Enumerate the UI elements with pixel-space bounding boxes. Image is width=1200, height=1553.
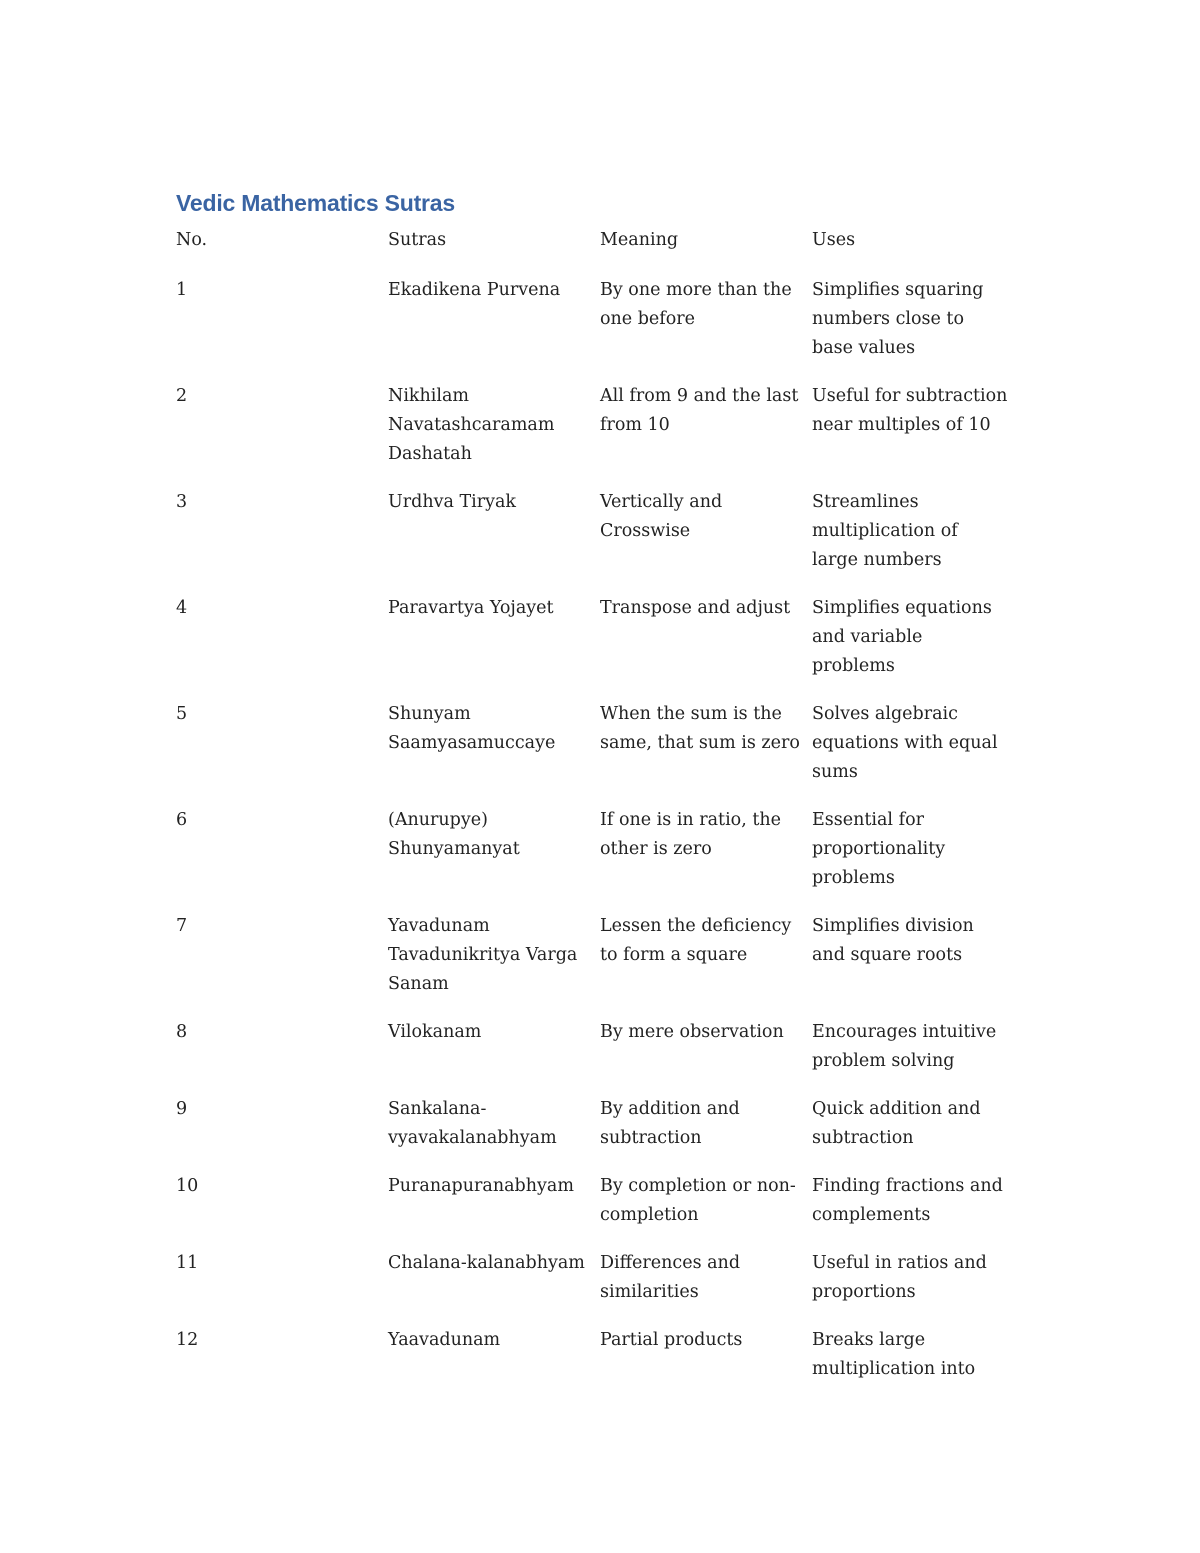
cell-uses xyxy=(812,488,1016,594)
cell-sutra xyxy=(388,382,600,488)
cell-meaning xyxy=(600,1249,812,1326)
cell-sutra xyxy=(388,488,600,594)
cell-sutra xyxy=(388,1172,600,1249)
table-row xyxy=(176,1172,1016,1249)
table-row xyxy=(176,1326,1016,1403)
sutra-meaning: If one is in ratio, the other is zero xyxy=(600,810,781,859)
cell-uses xyxy=(812,912,1016,1018)
cell-no xyxy=(176,1095,388,1172)
row-number: 2 xyxy=(176,386,188,406)
sutra-meaning: Transpose and adjust xyxy=(600,598,791,618)
sutra-meaning: Differences and similarities xyxy=(600,1253,741,1302)
header-meaning: Meaning xyxy=(600,230,679,250)
sutra-meaning: By completion or non-completion xyxy=(600,1176,796,1225)
row-number: 9 xyxy=(176,1099,188,1119)
cell-meaning xyxy=(600,1326,812,1403)
row-number: 10 xyxy=(176,1176,199,1196)
cell-meaning xyxy=(600,1095,812,1172)
sutra-name: Puranapuranabhyam xyxy=(388,1176,574,1196)
table-row xyxy=(176,1018,1016,1095)
cell-sutra xyxy=(388,276,600,382)
sutra-name: Urdhva Tiryak xyxy=(388,492,517,512)
cell-no xyxy=(176,1018,388,1095)
sutra-name: Shunyam Saamyasamuccaye xyxy=(388,704,556,753)
table-header xyxy=(176,226,1016,276)
sutra-meaning: Vertically and Crosswise xyxy=(600,492,723,541)
cell-no xyxy=(176,1249,388,1326)
sutra-uses: Simplifies equations and variable problems xyxy=(812,598,992,676)
sutra-uses: Streamlines multiplication of large numbers xyxy=(812,492,958,570)
cell-meaning xyxy=(600,806,812,912)
table-row xyxy=(176,1249,1016,1326)
cell-no xyxy=(176,488,388,594)
sutra-uses: Simplifies squaring numbers close to base values xyxy=(812,280,984,358)
row-number: 5 xyxy=(176,704,188,724)
sutra-uses: Essential for proportionality problems xyxy=(812,810,946,888)
row-number: 4 xyxy=(176,598,188,618)
table-row xyxy=(176,806,1016,912)
cell-meaning xyxy=(600,1018,812,1095)
cell-meaning xyxy=(600,912,812,1018)
cell-sutra xyxy=(388,806,600,912)
table-row xyxy=(176,1095,1016,1172)
table-row xyxy=(176,912,1016,1018)
row-number: 11 xyxy=(176,1253,199,1273)
sutra-meaning: When the sum is the same, that sum is zero xyxy=(600,704,800,753)
table-row xyxy=(176,488,1016,594)
cell-no xyxy=(176,700,388,806)
cell-uses xyxy=(812,276,1016,382)
sutra-meaning: By mere observation xyxy=(600,1022,784,1042)
sutra-meaning: All from 9 and the last from 10 xyxy=(600,386,799,435)
cell-sutra xyxy=(388,1095,600,1172)
sutra-meaning: Partial products xyxy=(600,1330,743,1350)
cell-meaning xyxy=(600,700,812,806)
cell-no xyxy=(176,912,388,1018)
cell-no xyxy=(176,276,388,382)
cell-sutra xyxy=(388,1249,600,1326)
row-number: 3 xyxy=(176,492,188,512)
sutra-uses: Simplifies division and square roots xyxy=(812,916,974,965)
row-number: 12 xyxy=(176,1330,199,1350)
sutra-meaning: Lessen the deficiency to form a square xyxy=(600,916,792,965)
row-number: 6 xyxy=(176,810,188,830)
cell-sutra xyxy=(388,594,600,700)
header-no: No. xyxy=(176,230,208,250)
cell-meaning xyxy=(600,276,812,382)
sutra-name: Ekadikena Purvena xyxy=(388,280,561,300)
cell-uses xyxy=(812,382,1016,488)
sutra-meaning: By one more than the one before xyxy=(600,280,792,329)
table-row xyxy=(176,382,1016,488)
table-row xyxy=(176,594,1016,700)
cell-uses xyxy=(812,1095,1016,1172)
sutra-name: Yaavadunam xyxy=(388,1330,501,1350)
table-body xyxy=(176,276,1016,1403)
sutra-uses: Encourages intuitive problem solving xyxy=(812,1022,997,1071)
cell-no xyxy=(176,594,388,700)
sutra-name: Yavadunam Tavadunikritya Varga Sanam xyxy=(388,916,578,994)
row-number: 1 xyxy=(176,280,188,300)
cell-uses xyxy=(812,1249,1016,1326)
sutra-uses: Finding fractions and complements xyxy=(812,1176,1003,1225)
cell-uses xyxy=(812,1172,1016,1249)
cell-meaning xyxy=(600,594,812,700)
sutra-name: Chalana-kalanabhyam xyxy=(388,1253,585,1273)
cell-no xyxy=(176,1326,388,1403)
cell-uses xyxy=(812,700,1016,806)
cell-sutra xyxy=(388,1326,600,1403)
cell-meaning xyxy=(600,1172,812,1249)
cell-sutra xyxy=(388,1018,600,1095)
sutra-name: Vilokanam xyxy=(388,1022,482,1042)
cell-no xyxy=(176,382,388,488)
sutra-name: Nikhilam Navatashcaramam Dashatah xyxy=(388,386,555,464)
sutra-uses: Useful for subtraction near multiples of 10 xyxy=(812,386,1008,435)
document-title: Vedic Mathematics Sutras xyxy=(176,190,455,216)
cell-uses xyxy=(812,806,1016,912)
sutra-name: Sankalana-vyavakalanabhyam xyxy=(388,1099,557,1148)
sutras-table xyxy=(176,226,1016,1403)
sutra-uses: Useful in ratios and proportions xyxy=(812,1253,987,1302)
sutra-uses: Quick addition and subtraction xyxy=(812,1099,981,1148)
header-row xyxy=(176,226,1016,276)
sutra-uses: Solves algebraic equations with equal sums xyxy=(812,704,998,782)
row-number: 7 xyxy=(176,916,188,936)
sutra-name: (Anurupye) Shunyamanyat xyxy=(388,810,520,859)
cell-no xyxy=(176,1172,388,1249)
header-sutras: Sutras xyxy=(388,230,447,250)
row-number: 8 xyxy=(176,1022,188,1042)
table-row xyxy=(176,700,1016,806)
cell-sutra xyxy=(388,700,600,806)
cell-meaning xyxy=(600,488,812,594)
cell-uses xyxy=(812,594,1016,700)
cell-no xyxy=(176,806,388,912)
cell-meaning xyxy=(600,382,812,488)
sutra-uses: Breaks large multiplication into xyxy=(812,1330,976,1379)
cell-uses xyxy=(812,1018,1016,1095)
header-uses: Uses xyxy=(812,230,856,250)
table-row xyxy=(176,276,1016,382)
sutra-meaning: By addition and subtraction xyxy=(600,1099,740,1148)
cell-sutra xyxy=(388,912,600,1018)
sutra-name: Paravartya Yojayet xyxy=(388,598,554,618)
cell-uses xyxy=(812,1326,1016,1403)
